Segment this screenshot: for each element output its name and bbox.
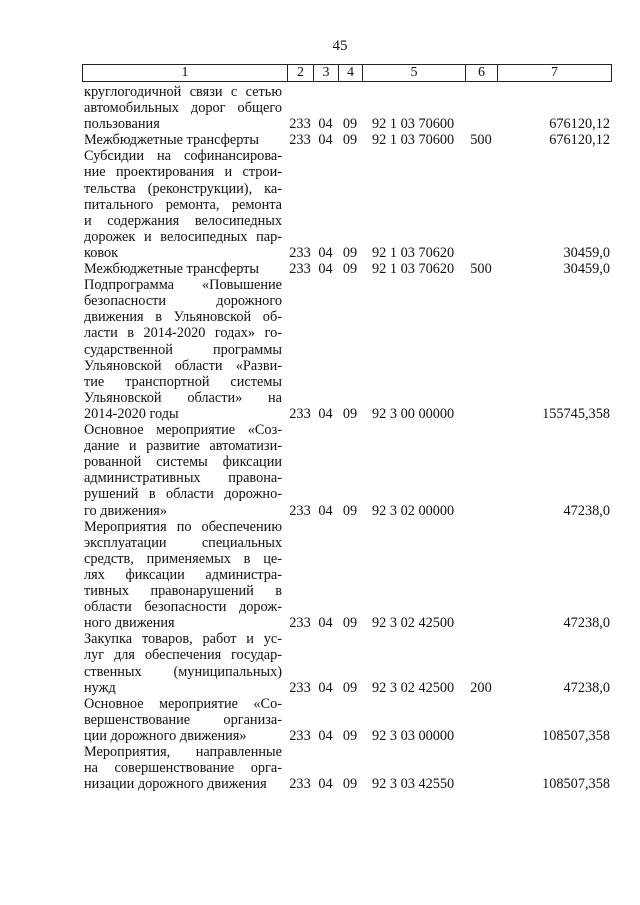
row-name-line: го движения» (84, 502, 167, 519)
table-row (82, 277, 612, 422)
cell-c4: 09 (342, 615, 358, 632)
table-header (82, 64, 612, 82)
row-name-line: Основное мероприятие «Со- (84, 695, 282, 712)
cell-c6: 500 (470, 132, 492, 149)
header-col-3: 3 (314, 65, 339, 81)
row-name-line: ного движения (84, 615, 175, 632)
row-name-line: тивных правонарушений в (84, 583, 282, 600)
row-name-line: тие транспортной системы (84, 373, 282, 390)
cell-c2: 233 (289, 406, 311, 423)
cell-c5: 92 3 03 00000 (372, 728, 455, 745)
cell-c5: 92 3 02 00000 (372, 502, 455, 519)
row-name-line: ковок (84, 244, 119, 261)
cell-c5: 92 3 00 00000 (372, 406, 455, 423)
cell-c5: 92 1 03 70620 (372, 245, 455, 262)
cell-c3: 04 (318, 132, 333, 149)
row-name-line: средств, применяемых в це- (84, 550, 282, 567)
row-name-line: Мероприятия, направленные (84, 744, 282, 761)
cell-c2: 233 (289, 116, 311, 133)
row-name-line: Закупка товаров, работ и ус- (84, 631, 282, 648)
row-name-line: дание и развитие автоматизи- (84, 438, 282, 455)
row-name-line: 2014-2020 годы (84, 405, 179, 422)
cell-c2: 233 (289, 261, 311, 278)
table-row (82, 261, 612, 277)
row-name-line: ласти в 2014-2020 годах» го- (84, 325, 282, 342)
row-name-line: тельства (реконструкции), ка- (84, 180, 282, 197)
row-name-line: административных правона- (84, 470, 282, 487)
cell-c2: 233 (289, 615, 311, 632)
row-name-line: Ульяновской области» на (84, 389, 282, 406)
cell-c5: 92 1 03 70600 (372, 116, 455, 133)
row-name-line: автомобильных дорог общего (84, 100, 282, 117)
row-name-line: питального ремонта, ремонта (84, 196, 282, 213)
row-name-line: ственных (муниципальных) (84, 663, 282, 680)
row-name-line: области безопасности дорож- (84, 599, 282, 616)
cell-c4: 09 (342, 728, 358, 745)
header-col-7: 7 (551, 65, 558, 80)
table-row (82, 631, 612, 695)
row-name-line: Ульяновской области «Разви- (84, 357, 282, 374)
row-name-line: Подпрограмма «Повышение (84, 277, 282, 294)
cell-c2: 233 (289, 679, 311, 696)
cell-c5: 92 3 02 42500 (372, 679, 455, 696)
cell-c4: 09 (342, 132, 358, 149)
row-name-line: Мероприятия по обеспечению (84, 518, 282, 535)
cell-c7: 30459,0 (563, 261, 610, 278)
cell-c2: 233 (289, 132, 311, 149)
cell-c4: 09 (342, 502, 358, 519)
cell-c2: 233 (289, 502, 311, 519)
cell-c3: 04 (318, 116, 333, 133)
row-name-line: Основное мероприятие «Соз- (84, 422, 282, 439)
cell-c3: 04 (318, 679, 333, 696)
row-name-line: рованной системы фиксации (84, 454, 282, 471)
row-name-line: вершенствование организа- (84, 711, 282, 728)
cell-c7: 30459,0 (563, 245, 610, 262)
row-name-line: сударственной программы (84, 341, 282, 358)
cell-c7: 108507,358 (542, 728, 610, 745)
cell-c7: 47238,0 (563, 679, 610, 696)
row-name-line: луг для обеспечения государ- (84, 647, 282, 664)
cell-c7: 676120,12 (549, 132, 610, 149)
row-codes (82, 615, 612, 631)
table-row (82, 744, 612, 792)
cell-c4: 09 (342, 245, 358, 262)
cell-c5: 92 3 02 42500 (372, 615, 455, 632)
row-name-line: ции дорожного движения» (84, 727, 247, 744)
header-col-2: 2 (288, 65, 314, 81)
row-name-line: Межбюджетные трансферты (84, 132, 260, 149)
cell-c4: 09 (342, 261, 358, 278)
cell-c5: 92 3 03 42550 (372, 776, 455, 793)
cell-c3: 04 (318, 502, 333, 519)
row-name-line: Субсидии на софинансирова- (84, 148, 282, 165)
row-name-line: рушений в области дорожно- (84, 486, 282, 503)
cell-c6: 500 (470, 261, 492, 278)
row-name-line: пользования (84, 116, 160, 133)
cell-c3: 04 (318, 261, 333, 278)
cell-c5: 92 1 03 70620 (372, 261, 455, 278)
cell-c4: 09 (342, 116, 358, 133)
row-codes (82, 245, 612, 261)
row-name-line: дорожек и велосипедных пар- (84, 228, 282, 245)
cell-c4: 09 (342, 679, 358, 696)
cell-c3: 04 (318, 776, 333, 793)
row-name-line: ние проектирования и строи- (84, 164, 282, 181)
cell-c6: 200 (470, 679, 492, 696)
row-name-line: эксплуатации специальных (84, 534, 282, 551)
cell-c3: 04 (318, 406, 333, 423)
cell-c5: 92 1 03 70600 (372, 132, 455, 149)
row-codes (82, 406, 612, 422)
table-row (82, 84, 612, 132)
page-number: 45 (332, 38, 348, 54)
row-name-line: низации дорожного движения (84, 776, 267, 793)
header-col-5: 5 (363, 65, 466, 81)
table-row (82, 696, 612, 744)
cell-c3: 04 (318, 728, 333, 745)
row-name-line: движения в Ульяновской об- (84, 309, 282, 326)
table-row (82, 422, 612, 519)
row-name (84, 277, 282, 422)
row-codes (82, 261, 612, 277)
cell-c4: 09 (342, 776, 358, 793)
row-codes (82, 680, 612, 696)
row-codes (82, 728, 612, 744)
table-row (82, 519, 612, 632)
row-name-line: безопасности дорожного (84, 293, 282, 310)
header-col-6: 6 (466, 65, 498, 81)
cell-c7: 47238,0 (563, 615, 610, 632)
cell-c2: 233 (289, 245, 311, 262)
cell-c4: 09 (342, 406, 358, 423)
row-codes (82, 116, 612, 132)
cell-c7: 108507,358 (542, 776, 610, 793)
header-col-1: 1 (83, 65, 288, 81)
row-codes (82, 503, 612, 519)
row-name-line: лях фиксации администра- (84, 566, 282, 583)
row-name-line: нужд (84, 679, 116, 696)
cell-c7: 676120,12 (549, 116, 610, 133)
row-name-line: и содержания велосипедных (84, 212, 282, 229)
cell-c3: 04 (318, 615, 333, 632)
row-codes (82, 776, 612, 792)
table-row (82, 132, 612, 148)
row-codes (82, 132, 612, 148)
header-col-4: 4 (339, 65, 363, 81)
cell-c7: 47238,0 (563, 502, 610, 519)
table-row (82, 148, 612, 261)
cell-c3: 04 (318, 245, 333, 262)
row-name-line: Межбюджетные трансферты (84, 261, 260, 278)
cell-c7: 155745,358 (542, 406, 610, 423)
row-name-line: круглогодичной связи с сетью (84, 84, 282, 100)
cell-c2: 233 (289, 776, 311, 793)
row-name-line: на совершенствование орга- (84, 760, 282, 777)
cell-c2: 233 (289, 728, 311, 745)
